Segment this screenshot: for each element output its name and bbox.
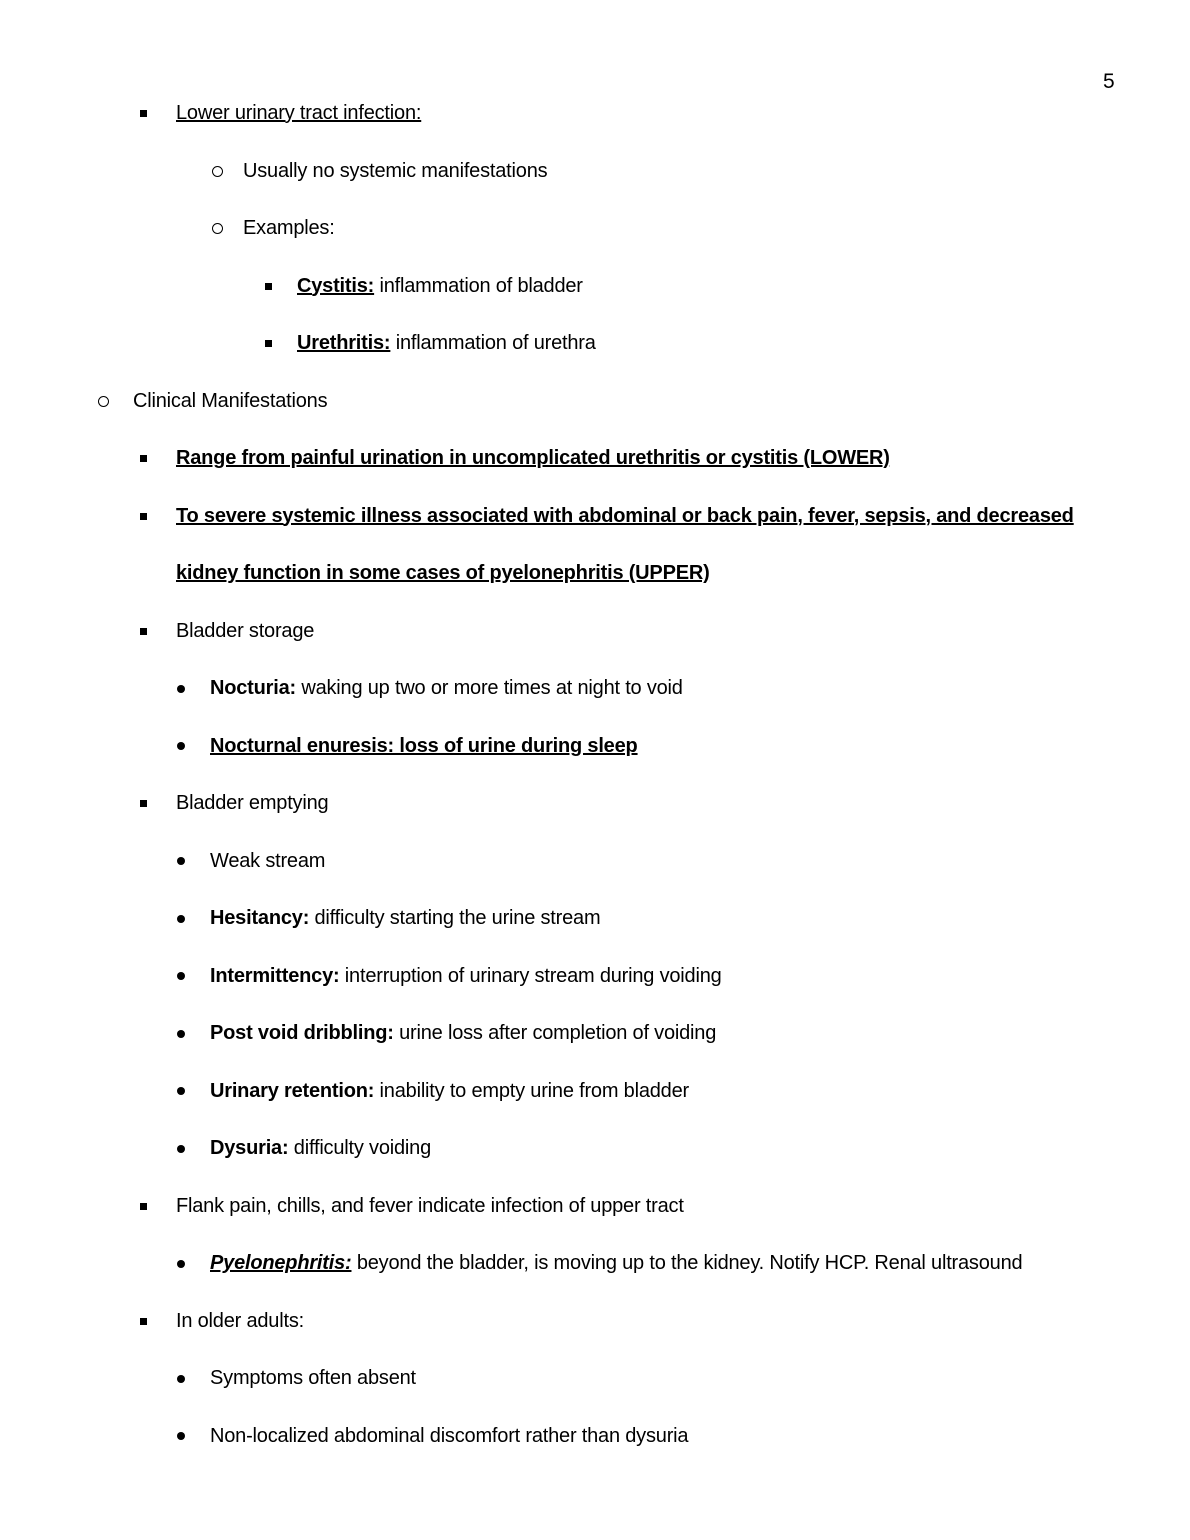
dot-bullet-icon (177, 685, 185, 693)
list-item-dysuria (0, 1120, 1190, 1178)
list-item-lower-uti (0, 85, 1190, 143)
item-term: Cystitis: (297, 274, 375, 297)
list-item-pyelonephritis (0, 1235, 1190, 1293)
page-number: 5 (1103, 70, 1115, 93)
item-term: Post void dribbling: (210, 1022, 394, 1044)
item-desc: interruption of urinary stream during voiding (339, 964, 722, 987)
dot-bullet-icon (177, 972, 185, 980)
item-text: Flank pain, chills, and fever indicate infection of upper tract (176, 1194, 684, 1217)
square-bullet-icon (140, 455, 147, 462)
item-text: Symptoms often absent (210, 1367, 416, 1389)
item-term: Nocturia: (210, 677, 296, 699)
item-text: Bladder emptying (176, 792, 329, 814)
item-desc: difficulty starting the urine stream (309, 907, 601, 929)
item-text-line1: To severe systemic illness associated with abdominal or back pain, fever, sepsis, and decreased (176, 504, 1074, 527)
item-text-line2: kidney function in some cases of pyelonephritis (UPPER) (176, 562, 710, 584)
dot-bullet-icon (177, 1260, 185, 1268)
item-text: Non-localized abdominal discomfort rather than dysuria (210, 1424, 689, 1447)
list-item-clinical-manifestations (0, 373, 1190, 431)
dot-bullet-icon (177, 1145, 185, 1153)
item-desc: inability to empty urine from bladder (374, 1079, 689, 1102)
dot-bullet-icon (177, 1432, 185, 1440)
list-item-older-adults (0, 1293, 1190, 1351)
dot-bullet-icon (177, 857, 185, 865)
item-term: Dysuria: (210, 1137, 289, 1159)
list-item-examples (0, 200, 1190, 258)
dot-bullet-icon (177, 1087, 185, 1095)
list-item-urinary-retention (0, 1063, 1190, 1121)
square-bullet-icon (265, 283, 272, 290)
item-term: Hesitancy: (210, 907, 310, 929)
dot-bullet-icon (177, 742, 185, 750)
square-bullet-icon (265, 340, 272, 347)
item-desc: inflammation of urethra (390, 332, 596, 354)
item-term: Urinary retention: (210, 1079, 375, 1102)
item-text: Lower urinary tract infection: (176, 102, 422, 124)
item-text: Range from painful urination in uncomplicated urethritis or cystitis (LOWER) (176, 447, 890, 469)
item-text: Nocturnal enuresis: loss of urine during sleep (210, 734, 638, 757)
list-item-flank-pain (0, 1178, 1190, 1236)
circle-bullet-icon (212, 223, 223, 234)
list-item-bladder-emptying (0, 775, 1190, 833)
item-text: In older adults: (176, 1309, 304, 1332)
list-item-post-void-dribbling (0, 1005, 1190, 1063)
list-item-non-localized (0, 1408, 1190, 1466)
item-desc: urine loss after completion of voiding (393, 1022, 717, 1044)
item-desc: beyond the bladder, is moving up to the kidney. Notify HCP. Renal ultrasound (351, 1252, 1023, 1274)
item-term: Pyelonephritis: (210, 1252, 352, 1274)
item-text: Bladder storage (176, 619, 315, 642)
list-item-nocturnal-enuresis (0, 718, 1190, 776)
item-term: Urethritis: (297, 332, 391, 354)
item-desc: waking up two or more times at night to void (295, 677, 683, 699)
item-desc: inflammation of bladder (374, 274, 583, 297)
dot-bullet-icon (177, 1375, 185, 1383)
list-item-bladder-storage (0, 603, 1190, 661)
square-bullet-icon (140, 628, 147, 635)
list-item-intermittency (0, 948, 1190, 1006)
item-text: Clinical Manifestations (133, 389, 328, 412)
list-item-hesitancy (0, 890, 1190, 948)
item-desc: difficulty voiding (288, 1137, 432, 1159)
circle-bullet-icon (98, 396, 109, 407)
item-text: Usually no systemic manifestations (243, 159, 548, 182)
list-item-usually (0, 143, 1190, 201)
item-term: Intermittency: (210, 964, 340, 987)
square-bullet-icon (140, 800, 147, 807)
dot-bullet-icon (177, 915, 185, 923)
square-bullet-icon (140, 110, 147, 117)
list-item-nocturia (0, 660, 1190, 718)
square-bullet-icon (140, 513, 147, 520)
list-item-urethritis (0, 315, 1190, 373)
square-bullet-icon (140, 1318, 147, 1325)
square-bullet-icon (140, 1203, 147, 1210)
list-item-cystitis (0, 258, 1190, 316)
list-item-severe (0, 488, 1190, 603)
item-text: Examples: (243, 217, 335, 239)
dot-bullet-icon (177, 1030, 185, 1038)
list-item-symptoms-absent (0, 1350, 1190, 1408)
item-text: Weak stream (210, 849, 326, 872)
list-item-range (0, 430, 1190, 488)
circle-bullet-icon (212, 166, 223, 177)
list-item-weak-stream (0, 833, 1190, 891)
